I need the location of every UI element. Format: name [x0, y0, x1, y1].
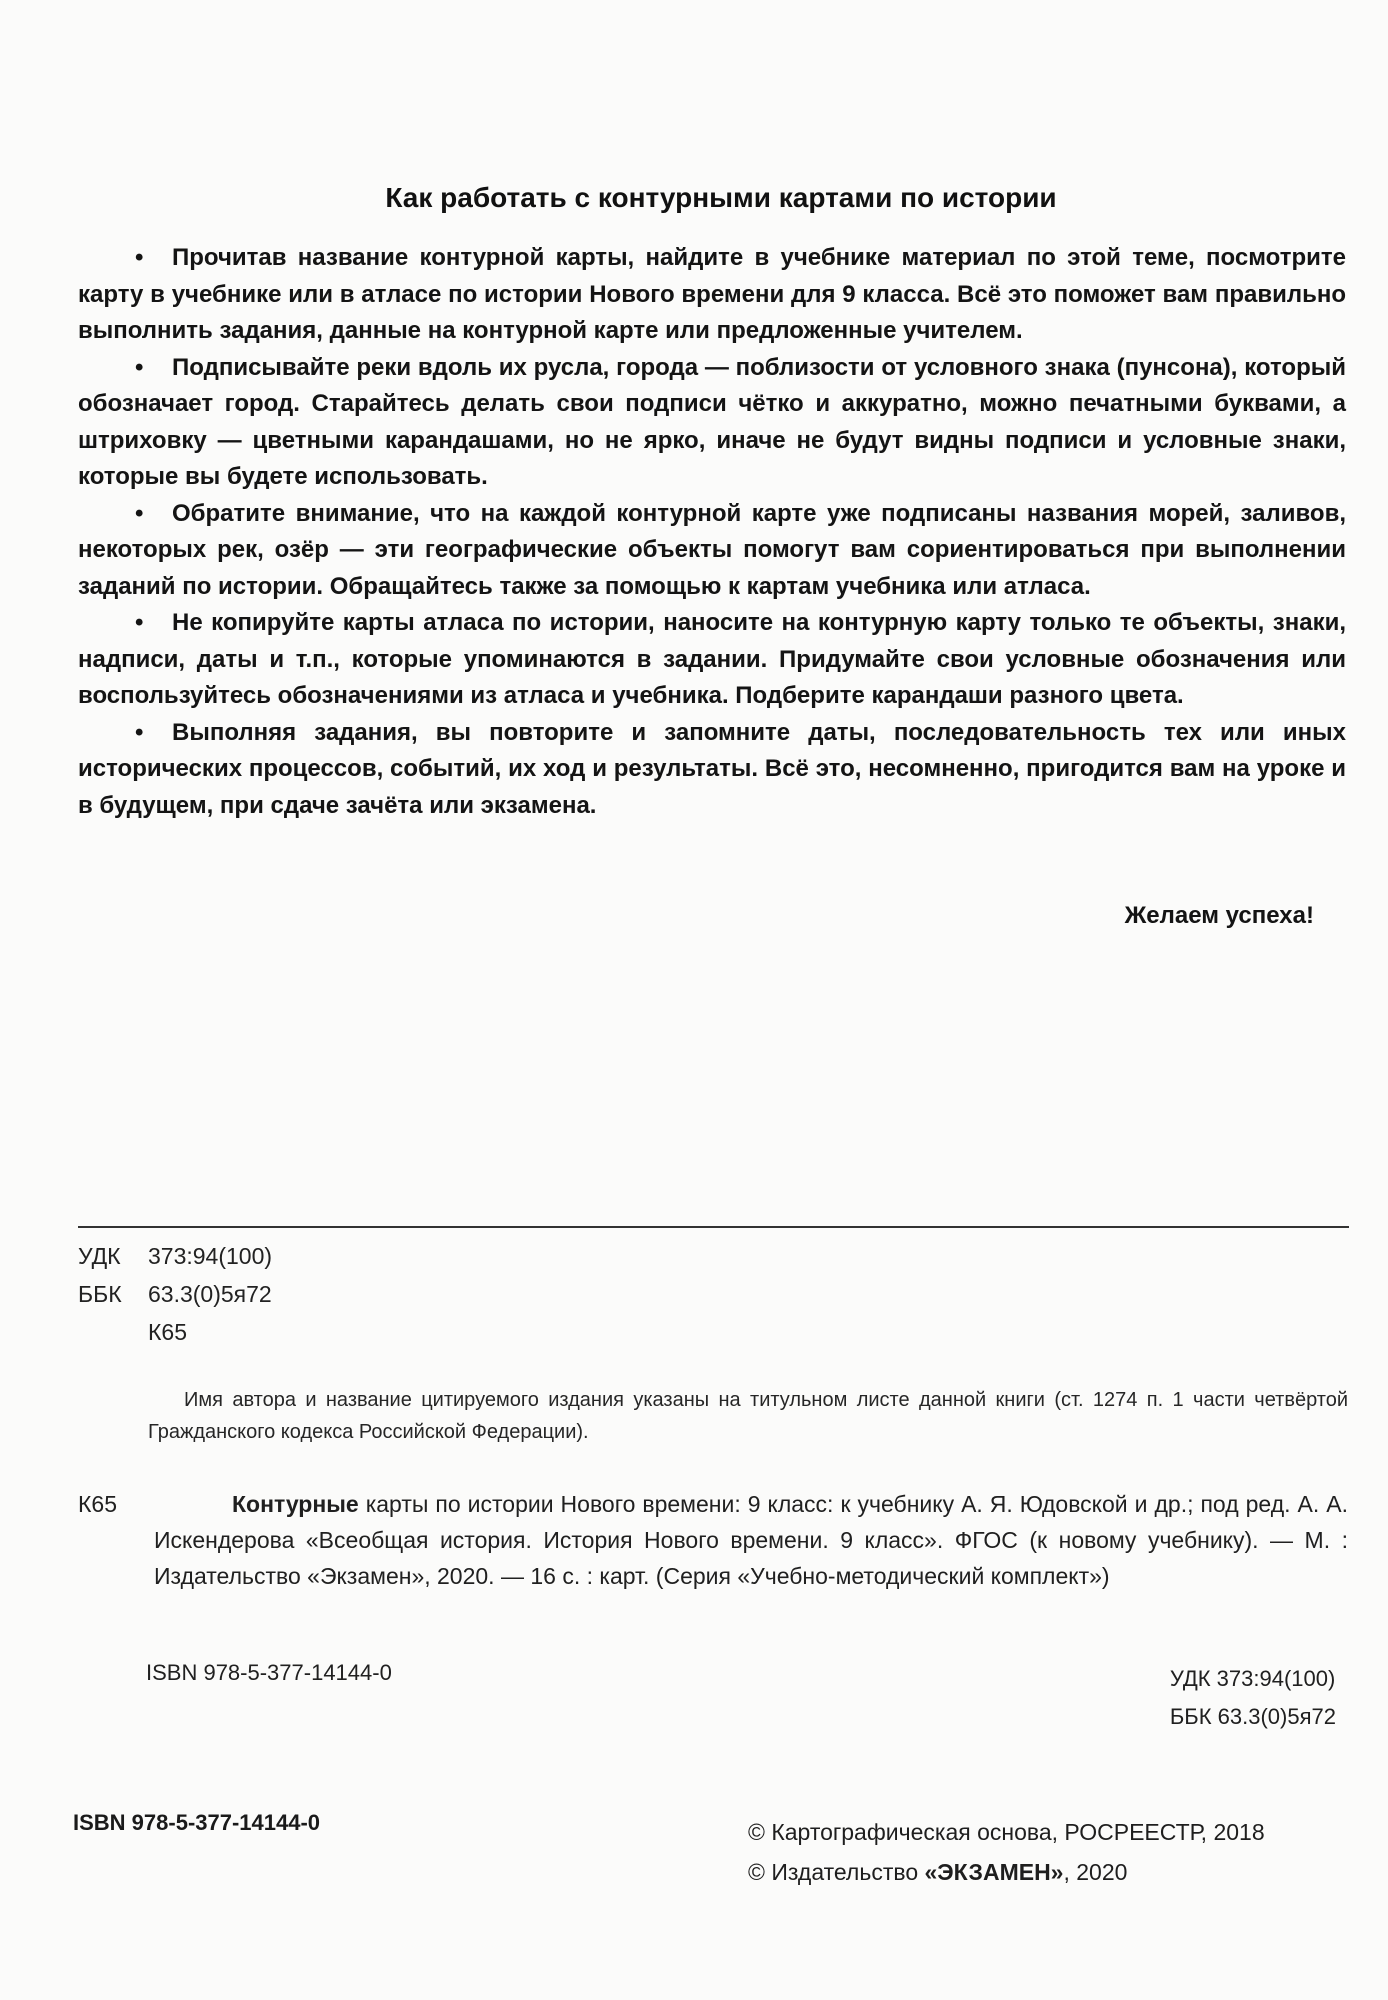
copyright-note: Имя автора и название цитируемого издания указаны на титульном листе данной книги (ст. 1274 п. 1 части четвёртой Гражданского кодекса Российской Федерации). [148, 1389, 1348, 1443]
udk-label: УДК [78, 1243, 121, 1269]
instruction-item [78, 350, 1346, 496]
copyright-lines [748, 1812, 1265, 1892]
page-title: Как работать с контурными картами по истории [385, 182, 1057, 213]
catalog-text: карты по истории Нового времени: 9 класс: к учебнику А. Я. Юдовской и др.; под ред. А. А. Искендерова «Всеобщая история. История Нового времени. 9 класс». ФГОС (к новому учебнику). — М. : Издательство «Экзамен», 2020. — 16 с. : карт. (Серия «Учебно-методический комплект») [154, 1491, 1348, 1589]
udk-row [78, 1237, 272, 1275]
instruction-item [78, 496, 1346, 606]
copyright-year: , 2020 [1063, 1859, 1128, 1885]
copyright-line-publisher [748, 1852, 1265, 1892]
publisher-name: «ЭКЗАМЕН» [924, 1859, 1064, 1885]
bbk-row [78, 1275, 272, 1313]
instruction-text: Прочитав название контурной карты, найдите в учебнике материал по этой теме, посмотрите карту в учебнике или в атласе по истории Нового времени для 9 класса. Всё это поможет вам правильно выполнить задания, данные на контурной карте или предложенные учителем. [78, 244, 1346, 344]
isbn-plain: ISBN 978-5-377-14144-0 [146, 1660, 392, 1685]
bullet-icon: • [135, 609, 144, 636]
isbn-bold: ISBN 978-5-377-14144-0 [73, 1810, 321, 1835]
instruction-text: Не копируйте карты атласа по истории, наносите на контурную карту только те объекты, знаки, надписи, даты и т.п., которые упоминаются в задании. Придумайте свои условные обозначения или воспользуйтесь обозначениями из атласа и учебника. Подберите карандаши разного цвета. [78, 609, 1346, 709]
bullet-icon: • [135, 353, 144, 381]
bullet-icon: • [135, 244, 144, 271]
bbk-right: ББК 63.3(0)5я72 [1169, 1704, 1336, 1729]
bullet-icon: • [135, 718, 144, 746]
instruction-item [78, 605, 1346, 715]
catalog-title-bold: Контурные [232, 1491, 359, 1517]
udk-right: УДК 373:94(100) [1169, 1666, 1336, 1691]
instruction-text: Выполняя задания, вы повторите и запомните даты, последовательность тех или иных исторических процессов, событий, их ход и результаты. Всё это, несомненно, пригодится вам на уроке и в будущем, при сдаче зачёта или экзамена. [78, 718, 1346, 819]
closing-wish: Желаем успеха! [1124, 902, 1314, 929]
instruction-item [78, 240, 1346, 350]
instruction-text: Обратите внимание, что на каждой контурной карте уже подписаны названия морей, заливов, некоторых рек, озёр — эти географические объекты помогут вам сориентироваться при выполнении заданий по истории. Обращайтесь также за помощью к картам учебника или атласа. [78, 499, 1346, 600]
copyright-line-cartography: © Картографическая основа, РОСРЕЕСТР, 2018 [748, 1819, 1265, 1845]
divider [78, 1226, 1349, 1228]
instruction-item [78, 715, 1346, 825]
catalog-entry [78, 1486, 1348, 1594]
bbk-label: ББК [78, 1281, 122, 1307]
author-mark-row [78, 1313, 272, 1351]
instruction-text: Подписывайте реки вдоль их русла, города — поблизости от условного знака (пунсона), который обозначает город. Старайтесь делать свои подписи чётко и аккуратно, можно печатными буквами, а штриховку — цветными карандашами, но не ярко, иначе не будут видны подписи и условные знаки, которые вы будете использовать. [78, 353, 1346, 490]
udk-value: 373:94(100) [148, 1243, 273, 1269]
catalog-description [154, 1486, 1348, 1594]
classification-codes-right [1170, 1660, 1336, 1736]
instructions-list [78, 240, 1346, 824]
copyright-prefix: © Издательство [748, 1859, 925, 1885]
bullet-icon: • [135, 499, 144, 527]
author-mark: К65 [148, 1319, 187, 1345]
catalog-code: К65 [78, 1491, 117, 1517]
classification-codes [78, 1237, 272, 1351]
bbk-value: 63.3(0)5я72 [148, 1281, 272, 1307]
